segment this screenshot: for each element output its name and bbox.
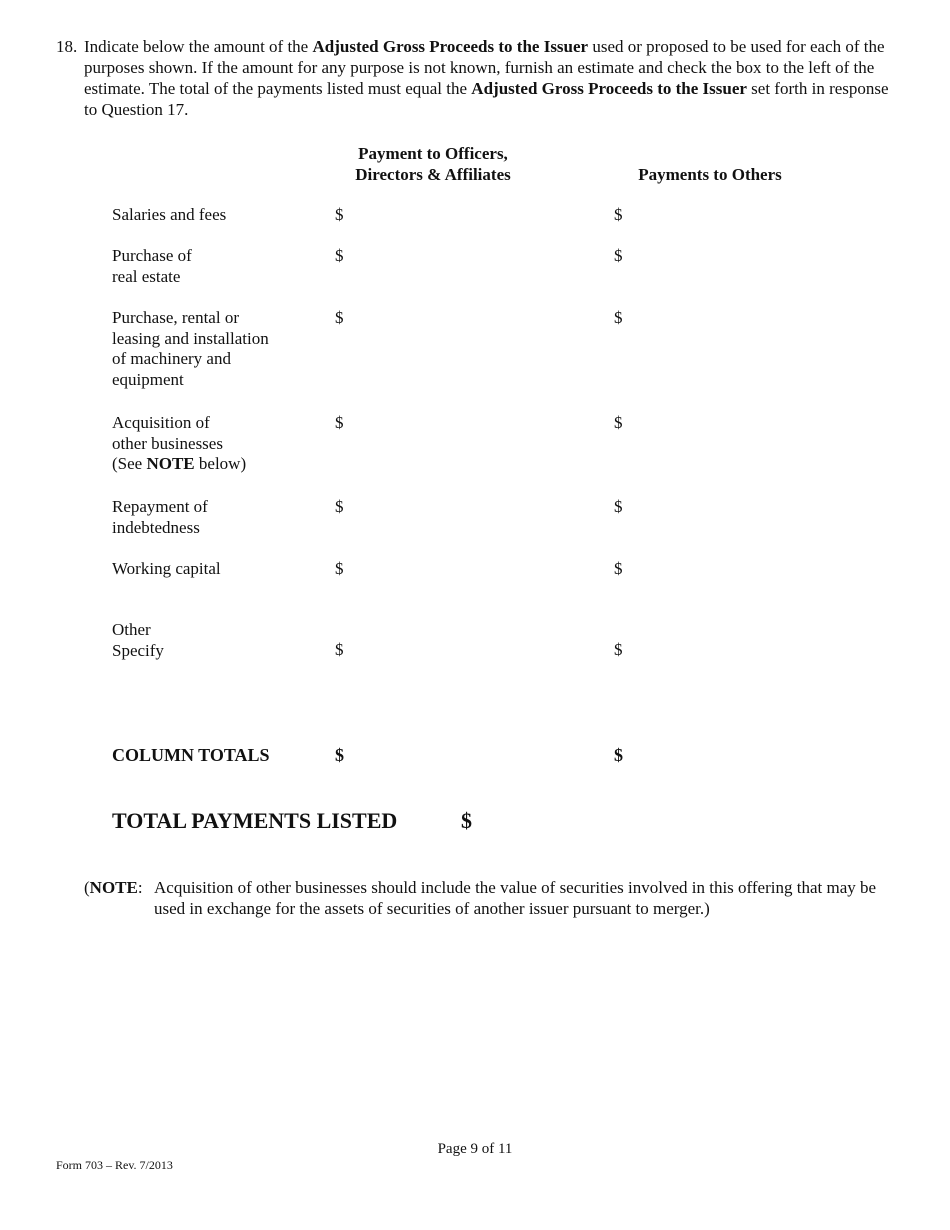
salaries-officers-amount-field[interactable]: $ <box>335 205 344 224</box>
question-bold-adjusted-gross-2: Adjusted Gross Proceeds to the Issuer <box>471 79 747 98</box>
question-bold-adjusted-gross-1: Adjusted Gross Proceeds to the Issuer <box>312 37 589 56</box>
row-label-line: Repayment of <box>112 497 208 516</box>
row-label-indebtedness <box>112 497 312 538</box>
row-label-line: equipment <box>112 369 184 389</box>
note-ref-prefix: (See <box>112 454 147 473</box>
row-label-real-estate <box>112 246 312 287</box>
total-payments-label: TOTAL PAYMENTS LISTED <box>112 808 398 833</box>
acquisition-others-amount-field[interactable]: $ <box>614 413 623 432</box>
row-label-line: Purchase of <box>112 246 192 265</box>
row-label-acquisition <box>112 413 312 475</box>
row-label-other <box>112 620 312 661</box>
total-payments-field[interactable]: $ <box>461 808 472 833</box>
note-open-paren: ( <box>84 878 90 897</box>
row-label-line: indebtedness <box>112 517 200 537</box>
working-capital-officers-amount-field[interactable]: $ <box>335 559 344 578</box>
salaries-others-amount-field[interactable]: $ <box>614 205 623 224</box>
row-label-line: Working capital <box>112 559 221 578</box>
row-label-line: Other <box>112 620 151 639</box>
row-label-line: Acquisition of <box>112 413 210 432</box>
row-label-working-capital <box>112 559 312 580</box>
question-text <box>84 36 904 120</box>
row-label-line: Salaries and fees <box>112 205 227 224</box>
question-number: 18. <box>56 37 78 56</box>
other-others-amount-field[interactable]: $ <box>614 640 623 659</box>
column-header-officers-line2: Directors & Affiliates <box>355 165 511 184</box>
row-label-line: of machinery and <box>112 349 231 368</box>
row-label-line: real estate <box>112 266 181 286</box>
note-colon: : <box>137 878 143 897</box>
row-label-salaries <box>112 205 312 226</box>
column-total-officers-field[interactable]: $ <box>335 745 344 765</box>
note-ref-suffix: below) <box>194 454 247 473</box>
note-text: Acquisition of other businesses should include the value of securities involved in this offering that may be used in exchange for the assets of securities of another issuer pursuant to merger.) <box>154 878 877 918</box>
real-estate-officers-amount-field[interactable]: $ <box>335 246 344 265</box>
real-estate-others-amount-field[interactable]: $ <box>614 246 623 265</box>
indebtedness-others-amount-field[interactable]: $ <box>614 497 623 516</box>
column-header-others: Payments to Others <box>638 165 782 184</box>
working-capital-others-amount-field[interactable]: $ <box>614 559 623 578</box>
question-text-part3: set forth in response to Question 17. <box>84 79 889 119</box>
indebtedness-officers-amount-field[interactable]: $ <box>335 497 344 516</box>
row-label-line: Purchase, rental or <box>112 308 239 327</box>
form-revision: Form 703 – Rev. 7/2013 <box>56 1158 173 1172</box>
row-label-machinery <box>112 308 312 390</box>
row-label-line: Specify <box>112 640 164 660</box>
question-text-part2: used or proposed to be used for each of the purposes shown. If the amount for any purpose is not known, furnish an estimate and check the box to the left of the estimate. The total of the payments listed must equal the <box>84 37 885 98</box>
note-label <box>84 877 143 898</box>
column-header-officers-line1: Payment to Officers, <box>358 144 508 163</box>
column-totals-label: COLUMN TOTALS <box>112 745 270 765</box>
row-label-note-line <box>112 454 312 475</box>
column-header-officers <box>333 143 533 185</box>
machinery-officers-amount-field[interactable]: $ <box>335 308 344 327</box>
note-ref-bold: NOTE <box>146 454 195 473</box>
question-text-part1: Indicate below the amount of the <box>84 37 313 56</box>
acquisition-officers-amount-field[interactable]: $ <box>335 413 344 432</box>
column-total-others-field[interactable]: $ <box>614 745 623 765</box>
row-label-line: other businesses <box>112 433 223 453</box>
other-officers-amount-field[interactable]: $ <box>335 640 344 659</box>
machinery-others-amount-field[interactable]: $ <box>614 308 623 327</box>
note-bold-label: NOTE <box>89 878 138 897</box>
row-label-line: leasing and installation <box>112 328 269 348</box>
page-number: Page 9 of 11 <box>437 1141 513 1157</box>
